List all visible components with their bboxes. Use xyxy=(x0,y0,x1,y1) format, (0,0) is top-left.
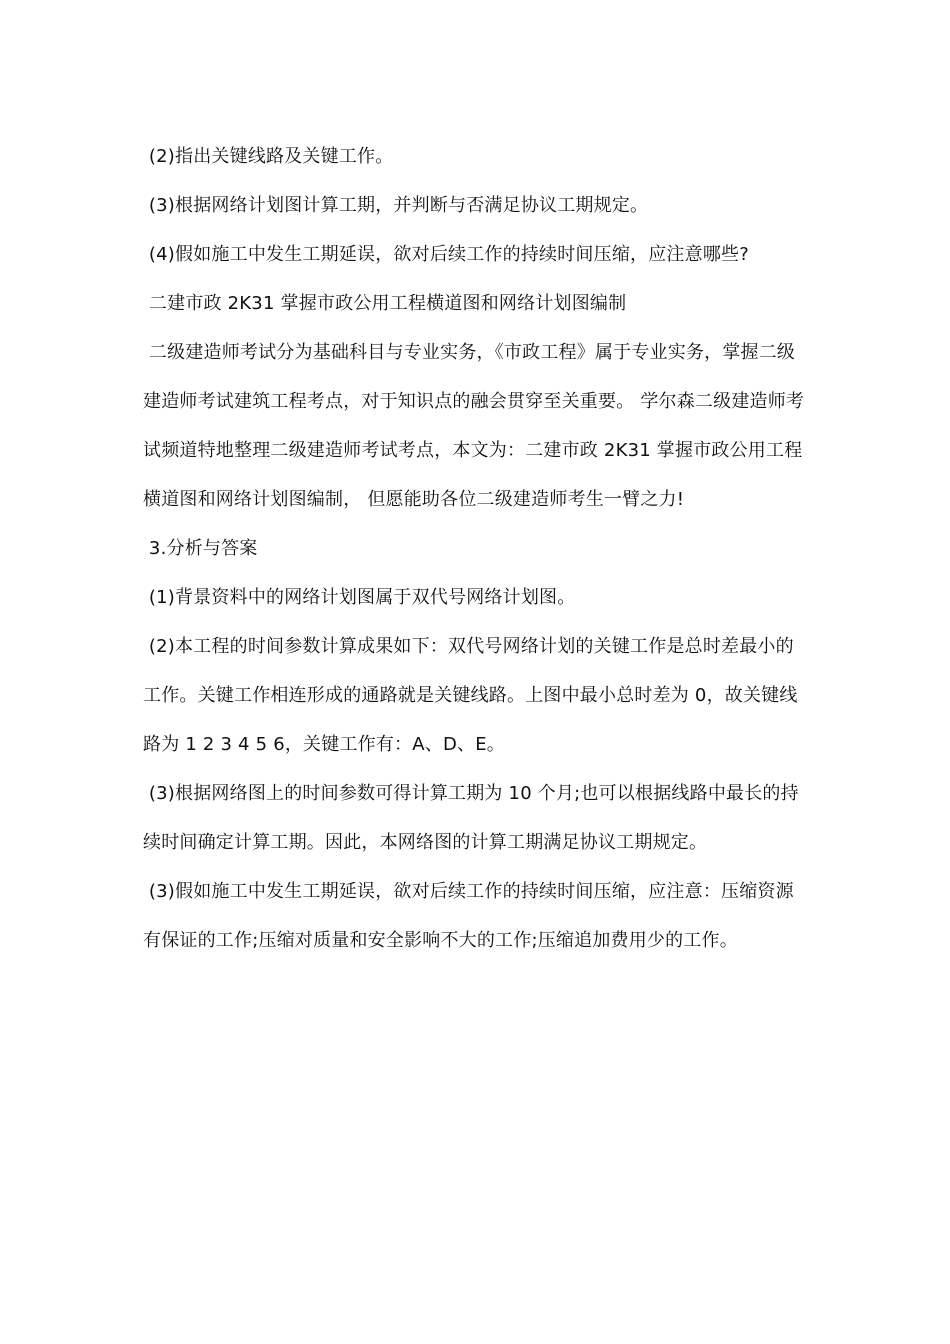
answer-4: (3)假如施工中发生工期延误，欲对后续工作的持续时间压缩，应注意：压缩资源有保证的工作;压缩对质量和安全影响不大的工作;压缩追加费用少的工作。 xyxy=(143,881,794,951)
answer-1: (1)背景资料中的网络计划图属于双代号网络计划图。 xyxy=(143,587,576,608)
intro-paragraph: 二级建造师考试分为基础科目与专业实务，《市政工程》属于专业实务，掌握二级建造师考试建筑工程考点，对于知识点的融会贯穿至关重要。 学尔森二级建造师考试频道特地整理二级建造师考试考点，本文为：二建市政 2K31 掌握市政公用工程横道图和网络计划图编制， 但愿能助各位二级建造师考生一臂之力! xyxy=(143,342,805,510)
document-body xyxy=(143,132,808,965)
analysis-heading: 3.分析与答案 xyxy=(143,538,258,559)
section-heading: 二建市政 2K31 掌握市政公用工程横道图和网络计划图编制 xyxy=(143,293,627,314)
question-3: (3)根据网络计划图计算工期，并判断与否满足协议工期规定。 xyxy=(143,195,649,216)
question-4: (4)假如施工中发生工期延误，欲对后续工作的持续时间压缩，应注意哪些? xyxy=(143,244,749,265)
answer-3: (3)根据网络图上的时间参数可得计算工期为 10 个月;也可以根据线路中最长的持续时间确定计算工期。因此，本网络图的计算工期满足协议工期规定。 xyxy=(143,783,799,853)
answer-2: (2)本工程的时间参数计算成果如下：双代号网络计划的关键工作是总时差最小的工作。关键工作相连形成的通路就是关键线路。上图中最小总时差为 0，故关键线路为 1 2 3 4 5 6，关键工作有：A、D、E。 xyxy=(143,636,798,755)
question-2: (2)指出关键线路及关键工作。 xyxy=(143,146,394,167)
